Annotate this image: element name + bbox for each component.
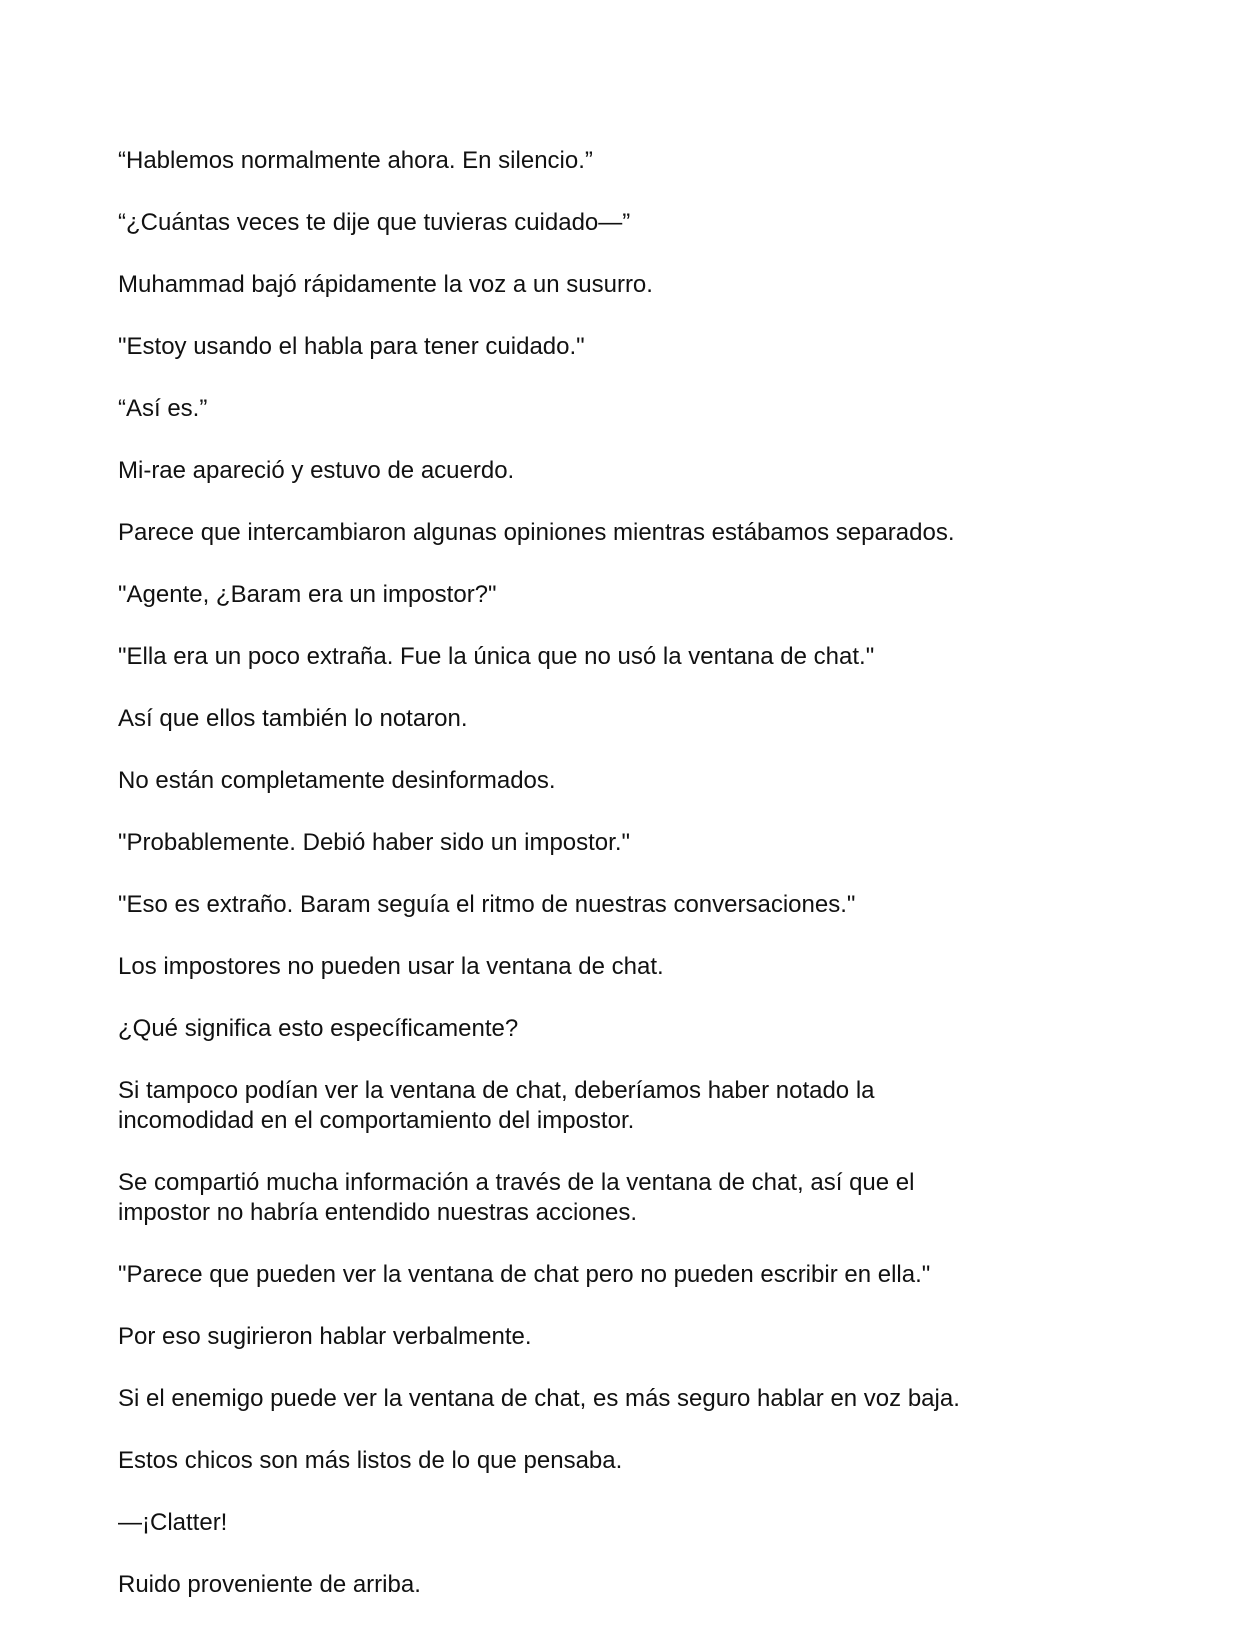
paragraph: No están completamente desinformados. bbox=[118, 767, 556, 794]
paragraph: Así que ellos también lo notaron. bbox=[118, 705, 468, 732]
paragraph: Por eso sugirieron hablar verbalmente. bbox=[118, 1323, 532, 1350]
paragraph: "Probablemente. Debió haber sido un impostor." bbox=[118, 829, 631, 856]
paragraph: "Eso es extraño. Baram seguía el ritmo de nuestras conversaciones." bbox=[118, 891, 856, 918]
paragraph: Si tampoco podían ver la ventana de chat, deberíamos haber notado la incomodidad en el comportamiento del impostor. bbox=[118, 1077, 875, 1134]
paragraph: Estos chicos son más listos de lo que pensaba. bbox=[118, 1447, 623, 1474]
paragraph: Si el enemigo puede ver la ventana de chat, es más seguro hablar en voz baja. bbox=[118, 1385, 960, 1412]
paragraph: —¡Clatter! bbox=[118, 1509, 228, 1536]
paragraph: "Estoy usando el habla para tener cuidado." bbox=[118, 333, 585, 360]
paragraph: “¿Cuántas veces te dije que tuvieras cuidado—” bbox=[118, 209, 631, 236]
body-text bbox=[118, 146, 1078, 1632]
paragraph: "Agente, ¿Baram era un impostor?" bbox=[118, 581, 497, 608]
paragraph: Se compartió mucha información a través de la ventana de chat, así que el impostor no habría entendido nuestras acciones. bbox=[118, 1169, 915, 1226]
paragraph: Parece que intercambiaron algunas opiniones mientras estábamos separados. bbox=[118, 519, 955, 546]
paragraph: “Hablemos normalmente ahora. En silencio.” bbox=[118, 147, 593, 174]
paragraph: Mi-rae apareció y estuvo de acuerdo. bbox=[118, 457, 515, 484]
paragraph: Muhammad bajó rápidamente la voz a un susurro. bbox=[118, 271, 653, 298]
paragraph: Los impostores no pueden usar la ventana de chat. bbox=[118, 953, 664, 980]
paragraph: "Ella era un poco extraña. Fue la única que no usó la ventana de chat." bbox=[118, 643, 875, 670]
paragraph: “Así es.” bbox=[118, 395, 208, 422]
paragraph: ¿Qué significa esto específicamente? bbox=[118, 1015, 519, 1042]
paragraph: "Parece que pueden ver la ventana de chat pero no pueden escribir en ella." bbox=[118, 1261, 931, 1288]
paragraph: Ruido proveniente de arriba. bbox=[118, 1571, 421, 1598]
